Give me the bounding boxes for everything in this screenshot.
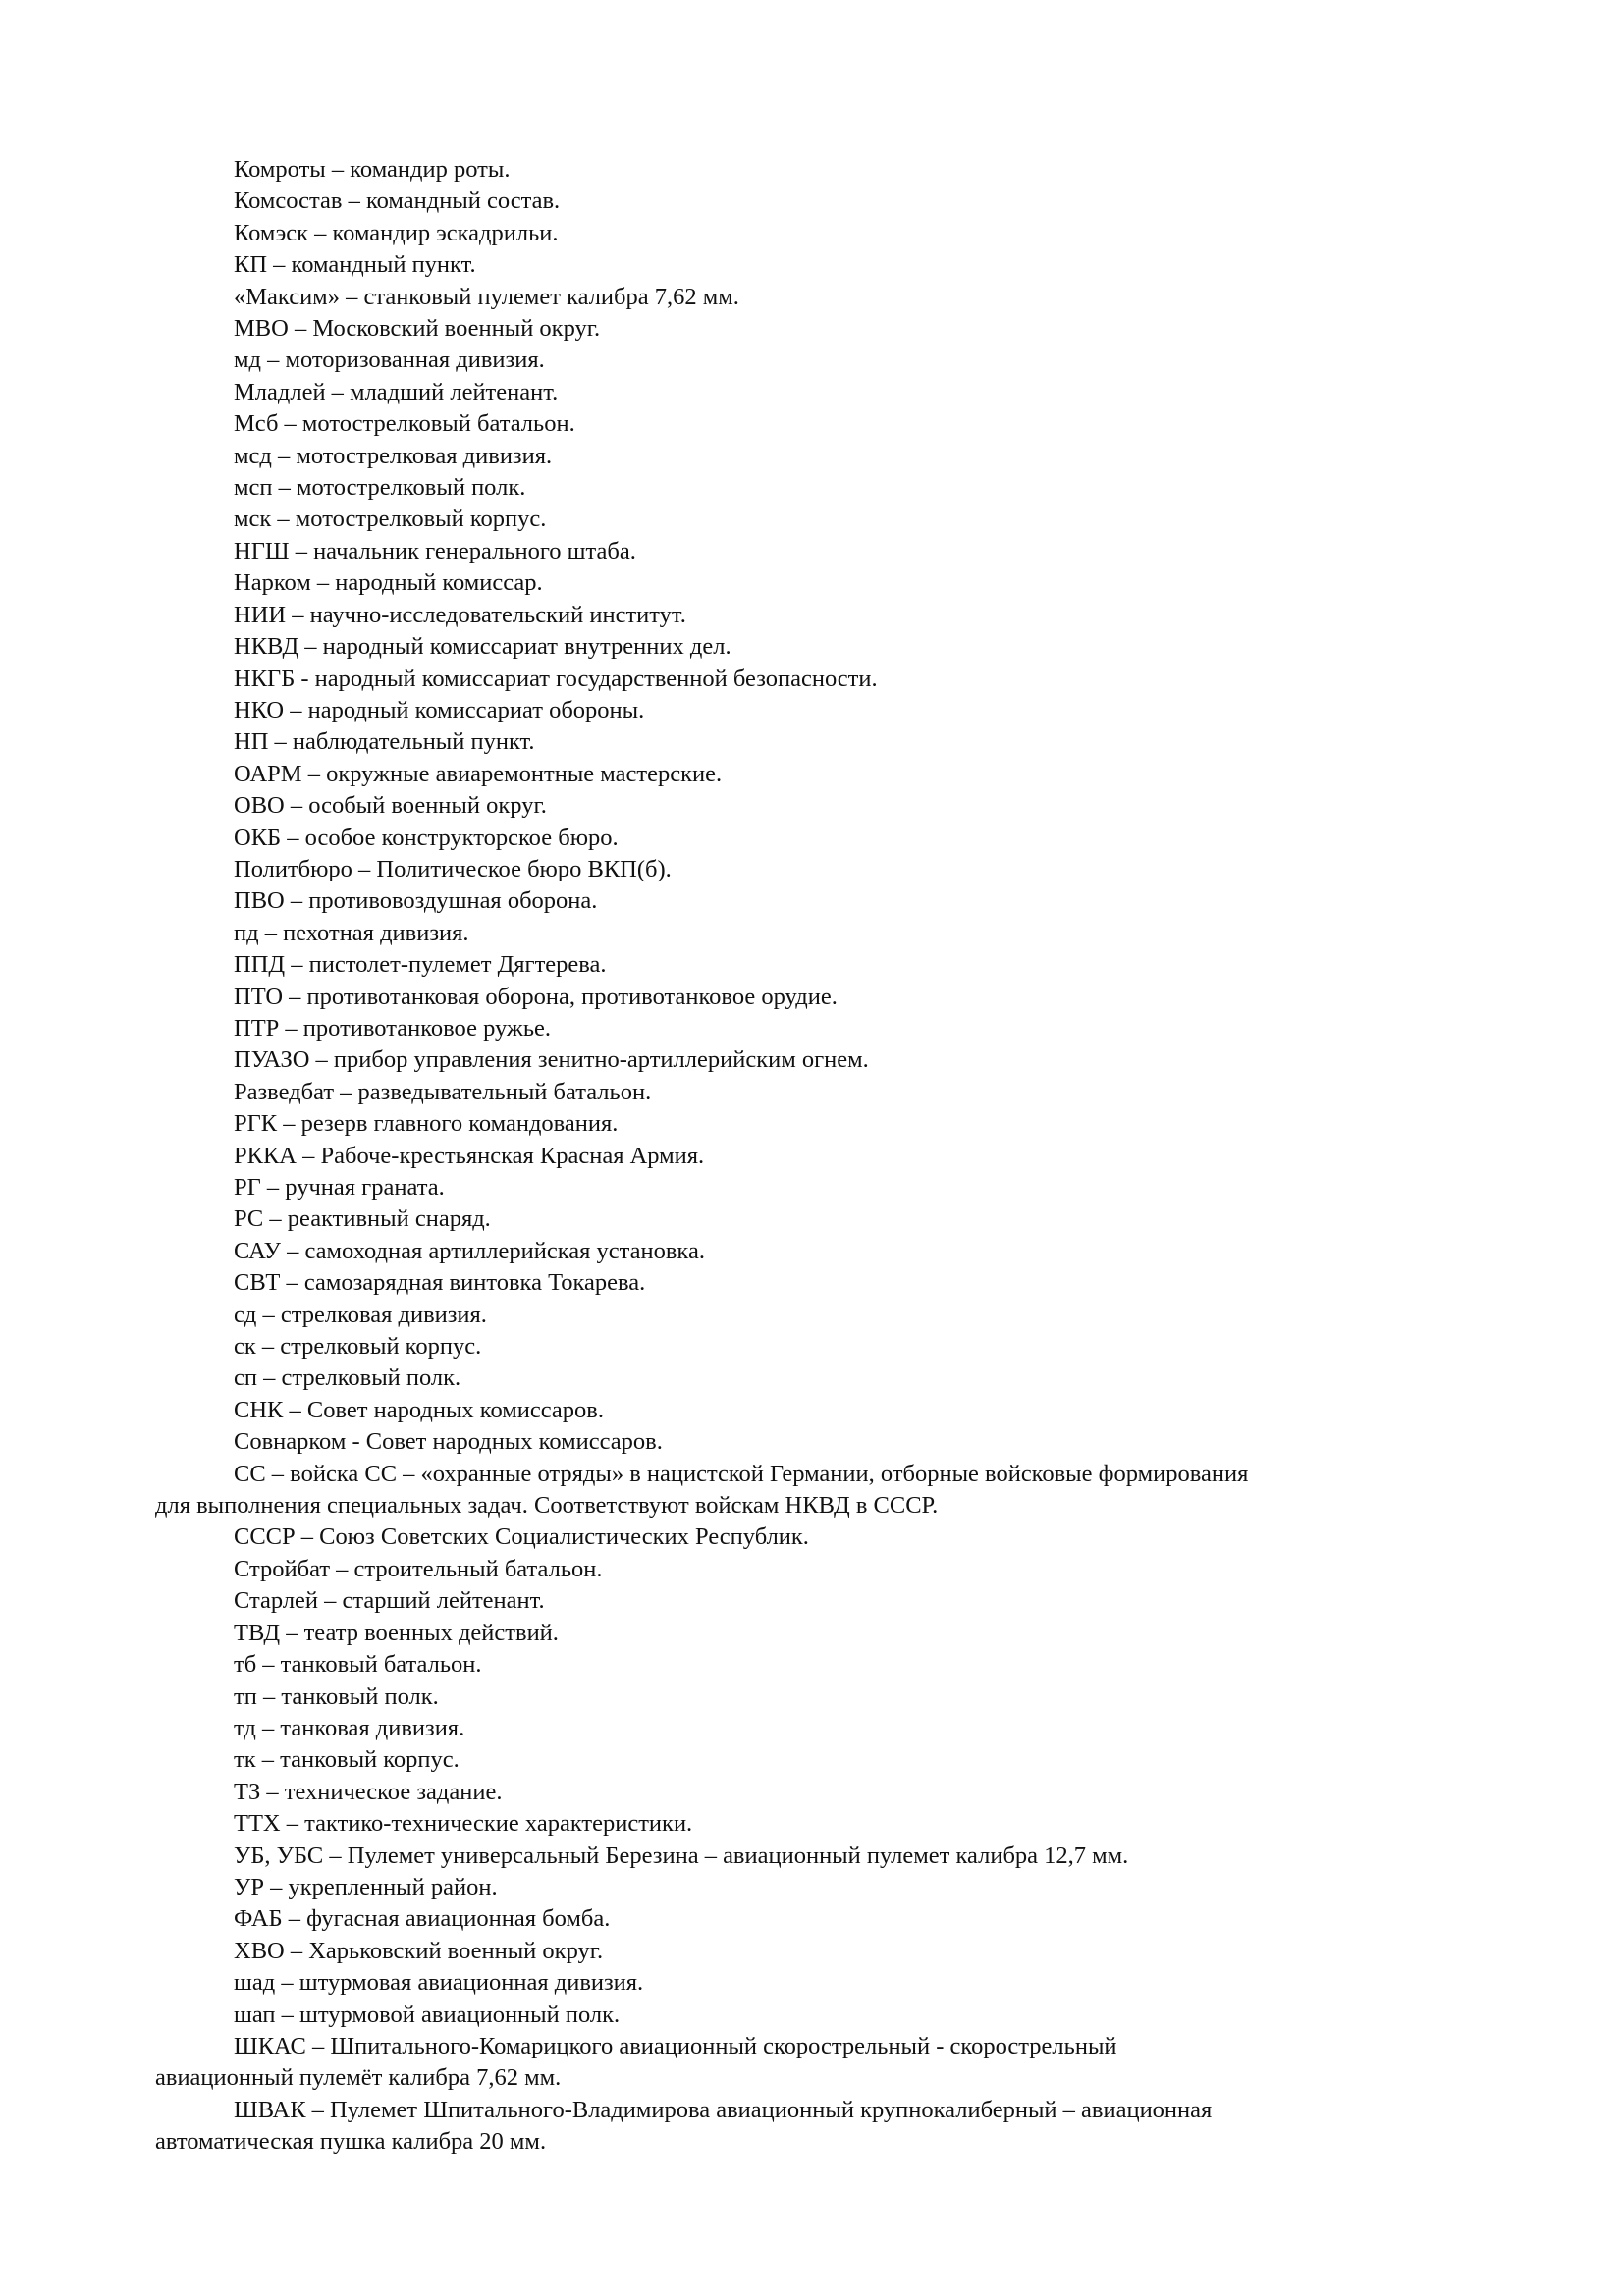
abbreviation-entry: тп – танковый полк. bbox=[234, 1682, 439, 1710]
abbreviation-entry: сп – стрелковый полк. bbox=[234, 1364, 461, 1392]
abbreviation-entry: ск – стрелковый корпус. bbox=[234, 1333, 482, 1361]
abbreviation-entry: ТВД – театр военных действий. bbox=[234, 1619, 559, 1646]
abbreviation-entry: ОВО – особый военный округ. bbox=[234, 792, 547, 820]
abbreviation-entry-multiline bbox=[155, 1459, 1510, 1522]
abbreviation-entry: мсп – мотострелковый полк. bbox=[234, 474, 526, 502]
abbreviation-entry: СВТ – самозарядная винтовка Токарева. bbox=[234, 1269, 646, 1297]
abbreviation-entry: НП – наблюдательный пункт. bbox=[234, 728, 535, 756]
abbreviation-entry: УБ, УБС – Пулемет универсальный Березина – авиационный пулемет калибра 12,7 мм. bbox=[234, 1842, 1129, 1869]
abbreviation-entry: ТЗ – техническое задание. bbox=[234, 1778, 503, 1805]
abbreviation-entry: РККА – Рабоче-крестьянская Красная Армия. bbox=[234, 1142, 705, 1169]
abbreviation-entry: Стройбат – строительный батальон. bbox=[234, 1555, 603, 1582]
abbreviation-entry: шап – штурмовой авиационный полк. bbox=[234, 2001, 621, 2028]
abbreviation-entry: сд – стрелковая дивизия. bbox=[234, 1301, 487, 1328]
abbreviation-entry: шад – штурмовая авиационная дивизия. bbox=[234, 1969, 644, 1997]
abbreviation-entry: ОКБ – особое конструкторское бюро. bbox=[234, 824, 619, 851]
abbreviation-entry: РГ – ручная граната. bbox=[234, 1174, 445, 1201]
abbreviation-entry: тд – танковая дивизия. bbox=[234, 1714, 465, 1741]
abbreviation-entry-multiline bbox=[155, 2095, 1510, 2159]
abbreviation-entry: РГК – резерв главного командования. bbox=[234, 1110, 619, 1138]
abbreviation-entry: мск – мотострелковый корпус. bbox=[234, 506, 547, 533]
abbreviation-entry: мд – моторизованная дивизия. bbox=[234, 347, 545, 374]
abbreviation-entry: ППД – пистолет-пулемет Дягтерева. bbox=[234, 951, 607, 979]
abbreviation-entry: НИИ – научно-исследовательский институт. bbox=[234, 601, 686, 628]
abbreviation-entry: РС – реактивный снаряд. bbox=[234, 1205, 491, 1233]
abbreviation-entry: МВО – Московский военный округ. bbox=[234, 315, 601, 343]
abbreviation-entry: НКО – народный комиссариат обороны. bbox=[234, 696, 645, 723]
abbreviation-entry: Совнарком - Совет народных комиссаров. bbox=[234, 1428, 663, 1456]
abbreviation-entry: НГШ – начальник генерального штаба. bbox=[234, 537, 636, 564]
abbreviation-entry: Комсостав – командный состав. bbox=[234, 187, 561, 215]
abbreviation-entry: Комэск – командир эскадрильи. bbox=[234, 219, 559, 246]
abbreviation-entry: КП – командный пункт. bbox=[234, 251, 476, 279]
abbreviation-entry: тк – танковый корпус. bbox=[234, 1746, 460, 1774]
abbreviation-entry: ПВО – противовоздушная оборона. bbox=[234, 887, 598, 915]
abbreviation-entry: «Максим» – станковый пулемет калибра 7,62 мм. bbox=[234, 283, 739, 310]
abbreviation-entry: СНК – Совет народных комиссаров. bbox=[234, 1396, 604, 1423]
abbreviation-entry: тб – танковый батальон. bbox=[234, 1651, 482, 1679]
abbreviation-entry: УР – укрепленный район. bbox=[234, 1873, 498, 1900]
abbreviation-entry: Комроты – командир роты. bbox=[234, 156, 511, 183]
abbreviation-entry: ТТХ – тактико-технические характеристики. bbox=[234, 1810, 693, 1838]
abbreviation-list bbox=[155, 154, 1510, 2159]
abbreviation-entry: пд – пехотная дивизия. bbox=[234, 919, 469, 946]
entry-continuation-line: для выполнения специальных задач. Соответствуют войскам НКВД в СССР. bbox=[155, 1492, 939, 1520]
abbreviation-entry: Разведбат – разведывательный батальон. bbox=[234, 1078, 652, 1105]
entry-first-line: ШКАС – Шпитального-Комарицкого авиационный скорострельный - скорострельный bbox=[234, 2032, 1117, 2059]
abbreviation-entry: Политбюро – Политическое бюро ВКП(б). bbox=[234, 855, 672, 882]
abbreviation-entry: ПТР – противотанковое ружье. bbox=[234, 1014, 552, 1041]
abbreviation-entry: САУ – самоходная артиллерийская установка. bbox=[234, 1237, 705, 1264]
abbreviation-entry: мсд – мотострелковая дивизия. bbox=[234, 442, 553, 469]
abbreviation-entry: СССР – Союз Советских Социалистических Республик. bbox=[234, 1523, 809, 1551]
abbreviation-entry: Нарком – народный комиссар. bbox=[234, 569, 543, 597]
abbreviation-entry-multiline bbox=[155, 2031, 1510, 2095]
abbreviation-entry: ПТО – противотанковая оборона, противотанковое орудие. bbox=[234, 983, 838, 1010]
abbreviation-entry: Мсб – мотострелковый батальон. bbox=[234, 410, 575, 438]
abbreviation-entry: Младлей – младший лейтенант. bbox=[234, 378, 559, 405]
abbreviation-entry: ПУАЗО – прибор управления зенитно-артиллерийским огнем. bbox=[234, 1046, 869, 1074]
abbreviation-entry: ОАРМ – окружные авиаремонтные мастерские. bbox=[234, 760, 723, 787]
entry-first-line: ШВАК – Пулемет Шпитального-Владимирова авиационный крупнокалиберный – авиационная bbox=[234, 2096, 1213, 2123]
abbreviation-entry: ФАБ – фугасная авиационная бомба. bbox=[234, 1905, 611, 1933]
entry-first-line: СС – войска СС – «охранные отряды» в нацистской Германии, отборные войсковые формирования bbox=[234, 1460, 1249, 1487]
abbreviation-entry: Старлей – старший лейтенант. bbox=[234, 1587, 545, 1615]
abbreviation-entry: НКГБ - народный комиссариат государственной безопасности. bbox=[234, 665, 878, 692]
entry-continuation-line: автоматическая пушка калибра 20 мм. bbox=[155, 2128, 547, 2156]
abbreviation-entry: НКВД – народный комиссариат внутренних дел. bbox=[234, 633, 731, 661]
abbreviation-entry: ХВО – Харьковский военный округ. bbox=[234, 1937, 604, 1964]
entry-continuation-line: авиационный пулемёт калибра 7,62 мм. bbox=[155, 2064, 562, 2092]
